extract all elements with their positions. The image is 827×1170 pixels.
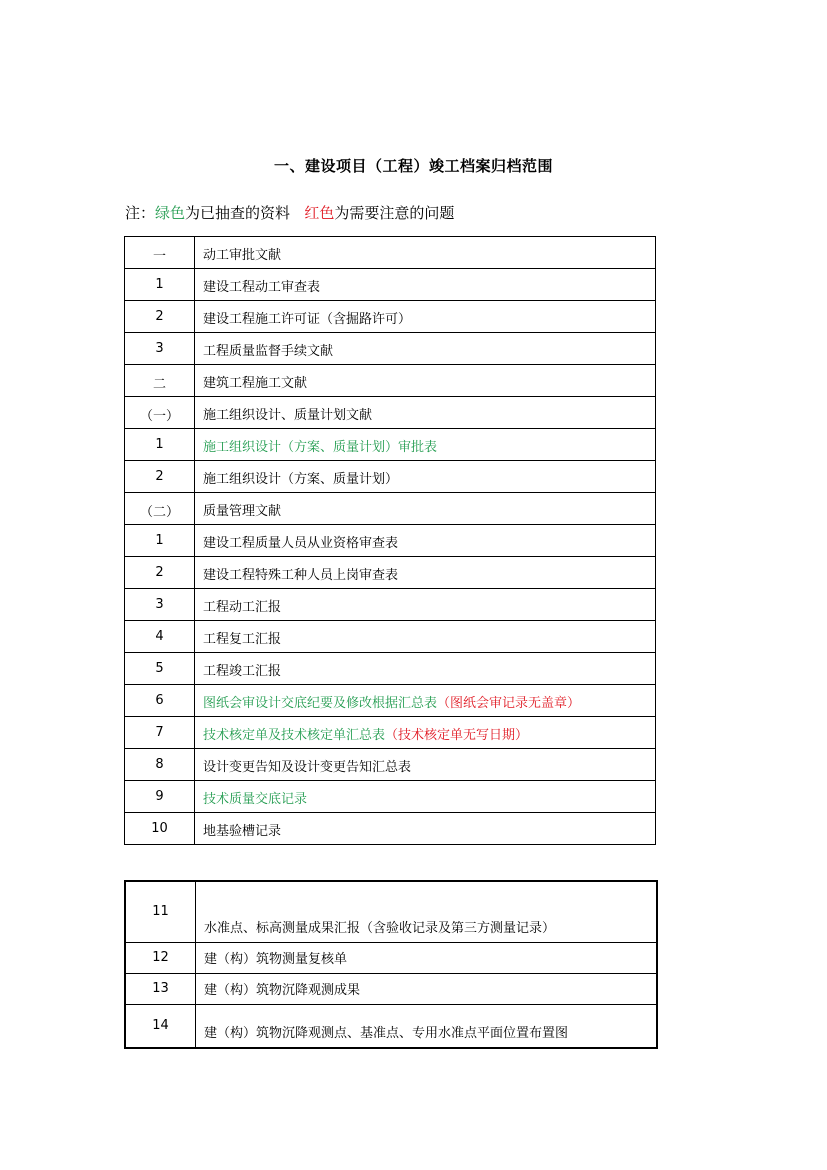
row-text: 工程竣工汇报 xyxy=(203,664,282,679)
table-row xyxy=(125,621,656,653)
table-row xyxy=(125,365,656,397)
note-red-word: 红色 xyxy=(304,204,335,222)
table-row xyxy=(125,525,656,557)
row-number: 10 xyxy=(125,813,195,845)
row-text-cell xyxy=(195,525,656,557)
row-number: （一） xyxy=(125,397,195,429)
row-text: 水准点、标高测量成果汇报（含验收记录及第三方测量记录） xyxy=(196,881,658,942)
row-text-cell xyxy=(195,717,656,749)
row-text-cell xyxy=(195,365,656,397)
survey-records-table xyxy=(124,880,658,1049)
table-row xyxy=(125,717,656,749)
row-number: 一 xyxy=(125,237,195,269)
row-text-cell xyxy=(195,397,656,429)
row-number: 1 xyxy=(125,429,195,461)
row-text-cell xyxy=(195,333,656,365)
row-number: 8 xyxy=(125,749,195,781)
row-issue-note: （图纸会审记录无盖章） xyxy=(437,696,581,711)
row-text: 建（构）筑物沉降观测成果 xyxy=(196,973,658,1004)
survey-records-table-body xyxy=(125,881,657,1048)
row-text: 施工组织设计（方案、质量计划）审批表 xyxy=(203,440,438,455)
archive-scope-table xyxy=(124,236,656,845)
row-text: 图纸会审设计交底纪要及修改根据汇总表 xyxy=(203,696,438,711)
row-text-cell xyxy=(195,589,656,621)
row-number: 3 xyxy=(125,589,195,621)
row-text: 建设工程质量人员从业资格审查表 xyxy=(203,536,399,551)
row-number: 9 xyxy=(125,781,195,813)
row-text-cell xyxy=(195,813,656,845)
table-row xyxy=(125,237,656,269)
row-text-cell xyxy=(195,237,656,269)
row-text: 技术质量交底记录 xyxy=(203,792,308,807)
table-row xyxy=(125,557,656,589)
table-row xyxy=(125,942,657,973)
table-row xyxy=(125,685,656,717)
table-row xyxy=(125,589,656,621)
row-number: 7 xyxy=(125,717,195,749)
row-text: 工程动工汇报 xyxy=(203,600,282,615)
row-number: 12 xyxy=(125,942,196,973)
table-row xyxy=(125,269,656,301)
row-text-cell xyxy=(195,301,656,333)
table-row xyxy=(125,493,656,525)
row-text: 建筑工程施工文献 xyxy=(203,376,308,391)
table-row xyxy=(125,333,656,365)
table-row xyxy=(125,461,656,493)
row-text: 建（构）筑物沉降观测点、基准点、专用水准点平面位置布置图 xyxy=(196,1004,658,1048)
row-text: 建设工程施工许可证（含掘路许可） xyxy=(203,312,412,327)
row-number: 2 xyxy=(125,301,195,333)
row-text: 建设工程特殊工种人员上岗审查表 xyxy=(203,568,399,583)
page-title: 一、建设项目（工程）竣工档案归档范围 xyxy=(273,157,553,175)
table-row xyxy=(125,653,656,685)
table-row xyxy=(125,301,656,333)
row-text: 建设工程动工审查表 xyxy=(203,280,321,295)
row-text: 工程复工汇报 xyxy=(203,632,282,647)
row-number: 14 xyxy=(125,1004,196,1048)
row-text-cell xyxy=(195,429,656,461)
row-number: 11 xyxy=(125,881,196,942)
row-text: 技术核定单及技术核定单汇总表 xyxy=(203,728,386,743)
row-number: 13 xyxy=(125,973,196,1004)
table-row xyxy=(125,397,656,429)
row-number: 4 xyxy=(125,621,195,653)
table-row xyxy=(125,749,656,781)
row-text-cell xyxy=(195,653,656,685)
row-text: 施工组织设计（方案、质量计划） xyxy=(203,472,399,487)
row-issue-note: （技术核定单无写日期） xyxy=(385,728,529,743)
row-number: 5 xyxy=(125,653,195,685)
row-text-cell xyxy=(195,269,656,301)
color-legend-note xyxy=(125,202,454,223)
row-number: 2 xyxy=(125,461,195,493)
table-row xyxy=(125,429,656,461)
row-number: 1 xyxy=(125,269,195,301)
note-green-word: 绿色 xyxy=(155,204,186,222)
row-number: 6 xyxy=(125,685,195,717)
row-text: 施工组织设计、质量计划文献 xyxy=(203,408,373,423)
row-text-cell xyxy=(195,749,656,781)
row-text: 工程质量监督手续文献 xyxy=(203,344,334,359)
row-text-cell xyxy=(195,621,656,653)
row-text-cell xyxy=(195,685,656,717)
row-text-cell xyxy=(195,461,656,493)
row-text: 建（构）筑物测量复核单 xyxy=(196,942,658,973)
row-number: 二 xyxy=(125,365,195,397)
row-text-cell xyxy=(195,781,656,813)
row-number: 2 xyxy=(125,557,195,589)
row-text: 设计变更告知及设计变更告知汇总表 xyxy=(203,760,412,775)
row-text-cell xyxy=(195,493,656,525)
table-row xyxy=(125,1004,657,1048)
note-red-desc: 为需要注意的问题 xyxy=(334,204,455,222)
table-row xyxy=(125,813,656,845)
table-row xyxy=(125,781,656,813)
table-row xyxy=(125,881,657,942)
note-green-desc: 为已抽查的资料 xyxy=(185,204,291,222)
archive-scope-table-body xyxy=(125,237,656,845)
row-text: 动工审批文献 xyxy=(203,248,282,263)
row-text: 质量管理文献 xyxy=(203,504,282,519)
table-row xyxy=(125,973,657,1004)
row-text-cell xyxy=(195,557,656,589)
row-number: 3 xyxy=(125,333,195,365)
row-number: （二） xyxy=(125,493,195,525)
row-number: 1 xyxy=(125,525,195,557)
note-prefix: 注： xyxy=(125,204,156,222)
row-text: 地基验槽记录 xyxy=(203,824,282,839)
